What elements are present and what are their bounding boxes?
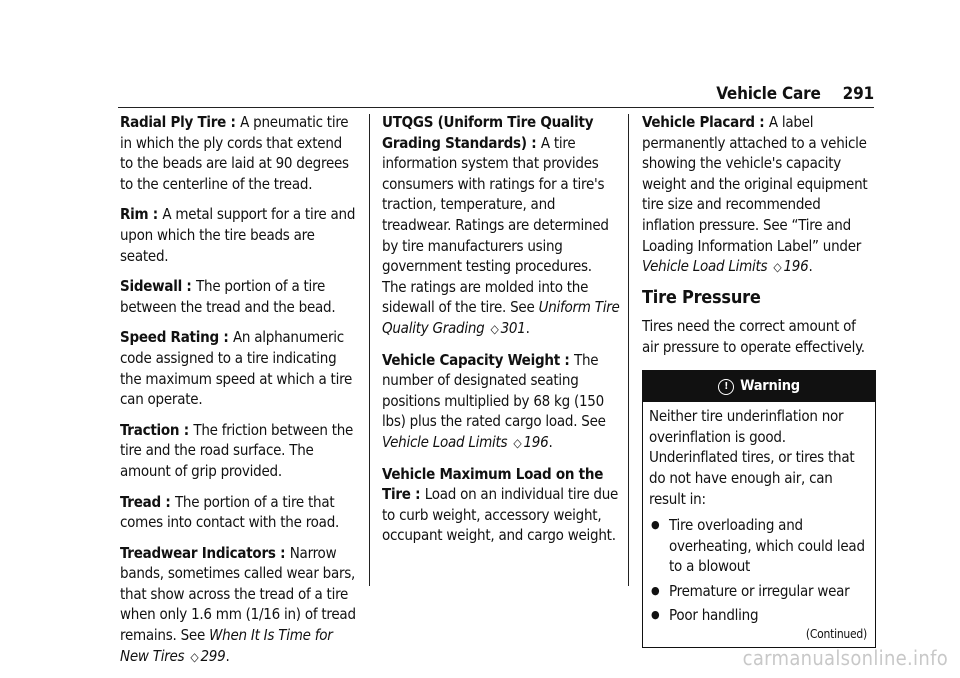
section-title-tire-pressure: Tire Pressure xyxy=(642,286,761,308)
section-intro: Tires need the correct amount of air pressure to operate effectively. xyxy=(642,317,865,356)
ref-link-new-tires[interactable]: When It Is Time for New Tires xyxy=(120,626,333,665)
entry-term: Sidewall xyxy=(120,277,182,296)
watermark: carmanualsonline.info xyxy=(742,646,948,670)
ref-arrow-icon: ◇ xyxy=(513,435,522,450)
ref-arrow-icon: ◇ xyxy=(773,260,782,275)
list-item: ● Premature or irregular wear xyxy=(651,581,850,600)
column-1 xyxy=(120,112,358,677)
entry-text: A tire information system that provides consumers with ratings for a tire's traction, temperature, and treadwear. Ratings are determined by tire manufacturers using government testing procedures. The ratings are molded into the sidewall of the tire. See xyxy=(382,133,609,317)
entry-traction: Traction : The friction between the tire and the road surface. The amount of grip provided. xyxy=(120,420,354,480)
warning-body xyxy=(643,402,875,647)
column-3 xyxy=(642,112,876,648)
bullet-icon: ● xyxy=(651,608,660,622)
entry-term: Vehicle Capacity Weight xyxy=(382,350,560,369)
warning-icon: ! xyxy=(718,379,734,395)
entry-vehicle-placard: Vehicle Placard : A label permanently attached to a vehicle showing the vehicle's capacity weight and the original equipment tire size and recommended inflation pressure. See “Tire and Loading Information Label” under Vehicle Load Limits ◇ 196. xyxy=(642,113,868,276)
entry-term: Traction xyxy=(120,420,180,439)
warning-text: Neither tire underinflation nor overinflation is good. Underinflated tires, or tires that do not have enough air, can result in: xyxy=(649,407,855,508)
column-2 xyxy=(382,112,620,556)
bullet-icon: ● xyxy=(651,518,660,532)
entry-term: Vehicle Placard xyxy=(642,113,755,131)
entry-speed-rating: Speed Rating : An alphanumeric code assigned to a tire indicating the maximum speed at which a tire can operate. xyxy=(120,328,353,409)
entry-text: An alphanumeric code assigned to a tire indicating the maximum speed at which a tire can operate. xyxy=(120,328,353,409)
entry-text: The number of designated seating positions multiplied by 68 kg (150 lbs) plus the rated cargo load. See xyxy=(382,350,606,431)
entry-sidewall: Sidewall : The portion of a tire between the tread and the bead. xyxy=(120,277,336,316)
warning-title: Warning xyxy=(740,377,800,394)
continued-note: (Continued) xyxy=(805,627,867,642)
entry-text: Load on an individual tire due to curb weight, accessory weight, occupant weight, and cargo weight. xyxy=(382,485,619,545)
entry-term: Radial Ply Tire xyxy=(120,113,227,131)
list-item: ● Poor handling xyxy=(651,606,759,625)
ref-link-load-limits[interactable]: Vehicle Load Limits xyxy=(642,257,768,276)
entry-term: Tread xyxy=(120,492,161,511)
ref-arrow-icon: ◇ xyxy=(190,649,199,664)
ref-arrow-icon: ◇ xyxy=(490,321,499,336)
column-divider-2 xyxy=(628,114,629,586)
entry-term: Vehicle Maximum Load on the Tire xyxy=(382,464,604,504)
ref-page[interactable]: 299 xyxy=(200,646,226,665)
entry-text: The portion of a tire between the tread and the bead. xyxy=(120,277,336,316)
bullet-icon: ● xyxy=(651,583,660,597)
ref-page[interactable]: 301 xyxy=(500,318,526,337)
page-number: 291 xyxy=(842,84,874,104)
entry-tread: Tread : The portion of a tire that comes into contact with the road. xyxy=(120,492,340,532)
entry-radial-ply-tire: Radial Ply Tire : A pneumatic tire in which the ply cords that extend to the beads are laid at 90 degrees to the centerline of the tread. xyxy=(120,113,349,193)
header-rule xyxy=(118,107,874,108)
entry-term: UTQGS (Uniform Tire Quality Grading Standards) xyxy=(382,113,594,152)
ref-page[interactable]: 196 xyxy=(783,257,809,276)
entry-term: Speed Rating xyxy=(120,328,219,347)
warning-header xyxy=(643,371,875,403)
ref-link-load-limits[interactable]: Vehicle Load Limits xyxy=(382,432,508,451)
warning-box xyxy=(642,370,876,648)
entry-text: The portion of a tire that comes into contact with the road. xyxy=(120,492,340,532)
entry-utqgs: UTQGS (Uniform Tire Quality Grading Standards) : A tire information system that provides consumers with ratings for a tire's traction, temperature, and treadwear. Ratings are determined by tire manufacturers using government testing procedures. The ratings are molded into the sidewall of the tire. See Uniform Tire Quality Grading ◇ 301. xyxy=(382,113,620,337)
entry-treadwear-indicators: Treadwear Indicators : Narrow bands, sometimes called wear bars, that show across the tread of a tire when only 1.6 mm (1/16 in) of tread remains. See When It Is Time for New Tires ◇ 299. xyxy=(120,543,356,665)
entry-text: The friction between the tire and the road surface. The amount of grip provided. xyxy=(120,420,354,480)
entry-text: A metal support for a tire and upon which the tire beads are seated. xyxy=(120,205,356,265)
page-header xyxy=(716,84,874,104)
ref-page[interactable]: 196 xyxy=(523,432,549,451)
entry-text: A pneumatic tire in which the ply cords that extend to the beads are laid at 90 degrees to the centerline of the tread. xyxy=(120,113,349,193)
entry-text: A label permanently attached to a vehicle showing the vehicle's capacity weight and the original equipment tire size and recommended inflation pressure. See “Tire and Loading Information Label” under xyxy=(642,113,868,255)
entry-term: Rim xyxy=(120,205,149,224)
entry-term: Treadwear Indicators xyxy=(120,543,276,562)
entry-vehicle-capacity-weight: Vehicle Capacity Weight : The number of designated seating positions multiplied by 68 kg (150 lbs) plus the rated cargo load. See Vehicle Load Limits ◇ 196. xyxy=(382,350,606,451)
column-divider-1 xyxy=(369,114,370,586)
entry-text: Narrow bands, sometimes called wear bars, that show across the tread of a tire when only 1.6 mm (1/16 in) of tread remains. See xyxy=(120,543,356,645)
entry-vehicle-maximum-load: Vehicle Maximum Load on the Tire : Load on an individual tire due to curb weight, accessory weight, occupant weight, and cargo weight. xyxy=(382,464,619,545)
warning-list xyxy=(649,515,869,626)
entry-rim: Rim : A metal support for a tire and upon which the tire beads are seated. xyxy=(120,205,356,265)
section-name: Vehicle Care xyxy=(716,84,821,104)
list-item: ● Tire overloading and overheating, which could lead to a blowout xyxy=(651,516,865,576)
ref-link-utqg[interactable]: Uniform Tire Quality Grading xyxy=(382,298,620,337)
